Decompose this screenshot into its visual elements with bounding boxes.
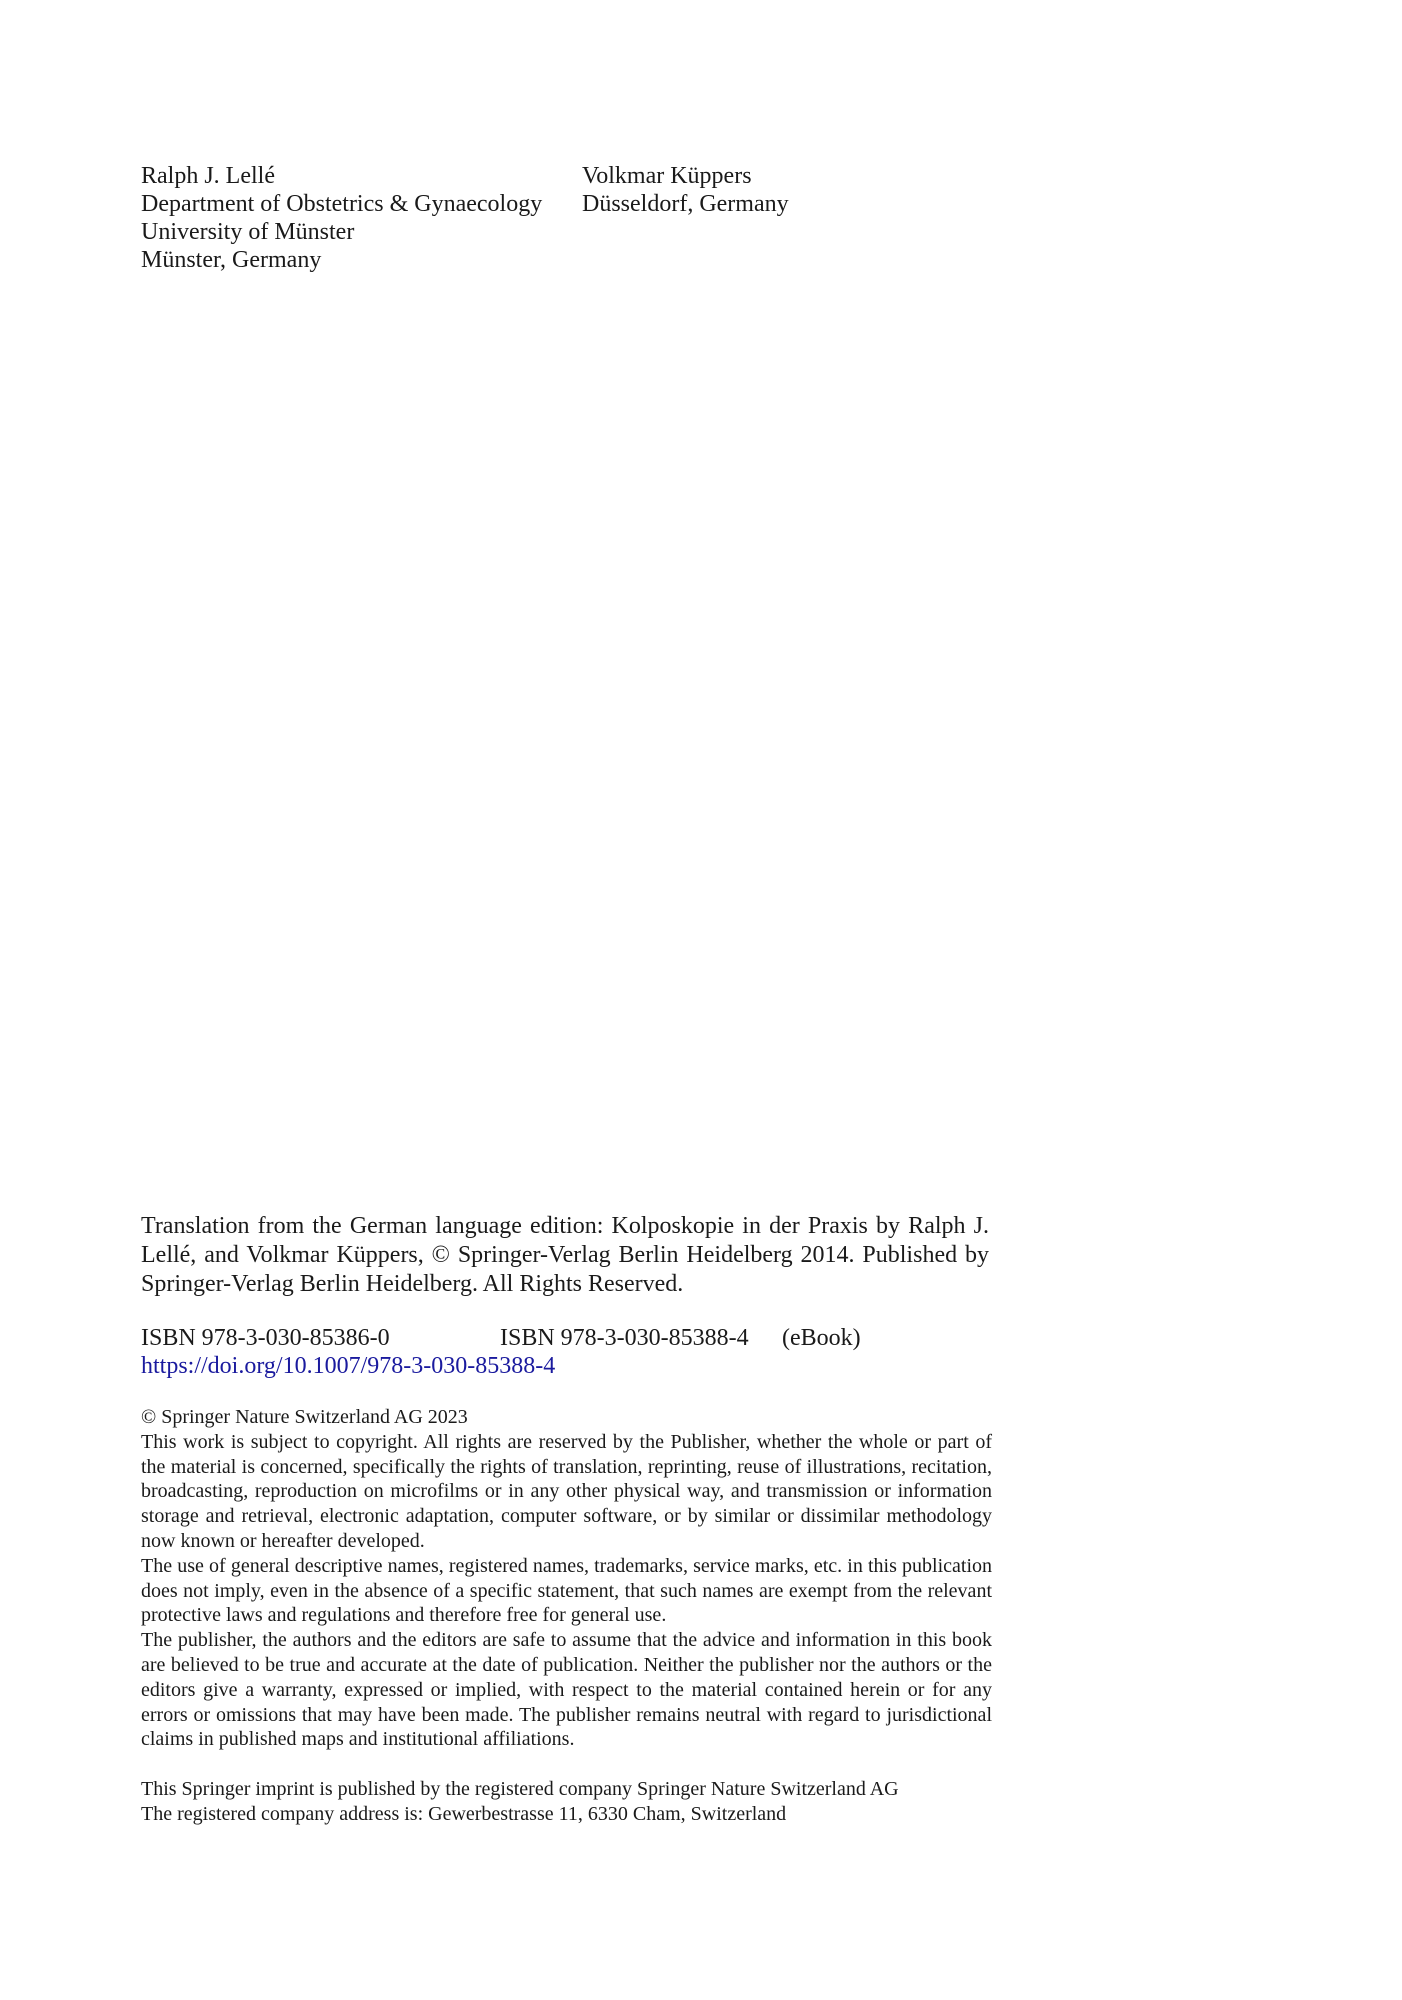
translation-note: Translation from the German language edition: Kolposkopie in der Praxis by Ralph J. Lellé, and Volkmar Küppers, © Springer-Verlag Berlin Heidelberg 2014. Published by Springer-Verlag Berlin Heidelberg. All Rights Reserved. bbox=[141, 1213, 989, 1297]
copyright-paragraph: This work is subject to copyright. All rights are reserved by the Publisher, whether the whole or part of the material is concerned, specifically the rights of translation, reprinting, reuse of illustrations, recitation, broadcasting, reproduction on microfilms or in any other physical way, and transmission or information storage and retrieval, electronic adaptation, computer software, or by similar or dissimilar methodology now known or hereafter developed. bbox=[141, 1430, 992, 1552]
author-block-lelle bbox=[141, 162, 542, 274]
author-block-kueppers bbox=[582, 162, 789, 218]
legal-notice bbox=[141, 1405, 992, 1752]
isbn-ebook: ISBN 978-3-030-85388-4 bbox=[500, 1325, 749, 1351]
author-name: Volkmar Küppers bbox=[582, 163, 752, 189]
author-name: Ralph J. Lellé bbox=[141, 163, 275, 189]
imprint-block bbox=[141, 1777, 899, 1827]
author-institution: University of Münster bbox=[141, 219, 355, 245]
trademark-paragraph: The use of general descriptive names, registered names, trademarks, service marks, etc. in this publication does not imply, even in the absence of a specific statement, that such names are exempt from the relevant protective laws and regulations and therefore free for general use. bbox=[141, 1554, 992, 1627]
author-department: Department of Obstetrics & Gynaecology bbox=[141, 191, 543, 217]
isbn-print: ISBN 978-3-030-85386-0 bbox=[141, 1325, 390, 1351]
author-location: Münster, Germany bbox=[141, 247, 322, 273]
copyright-line: © Springer Nature Switzerland AG 2023 bbox=[141, 1406, 468, 1428]
author-location: Düsseldorf, Germany bbox=[582, 191, 789, 217]
isbn-ebook-label: (eBook) bbox=[782, 1325, 861, 1351]
imprint-address: The registered company address is: Gewerbestrasse 11, 6330 Cham, Switzerland bbox=[141, 1803, 787, 1825]
imprint-company: This Springer imprint is published by the registered company Springer Nature Switzerland AG bbox=[141, 1778, 899, 1800]
doi-link[interactable]: https://doi.org/10.1007/978-3-030-85388-4 bbox=[141, 1353, 556, 1379]
disclaimer-paragraph: The publisher, the authors and the editors are safe to assume that the advice and information in this book are believed to be true and accurate at the date of publication. Neither the publisher nor the authors or the editors give a warranty, expressed or implied, with respect to the material contained herein or for any errors or omissions that may have been made. The publisher remains neutral with regard to jurisdictional claims in published maps and institutional affiliations. bbox=[141, 1629, 992, 1751]
